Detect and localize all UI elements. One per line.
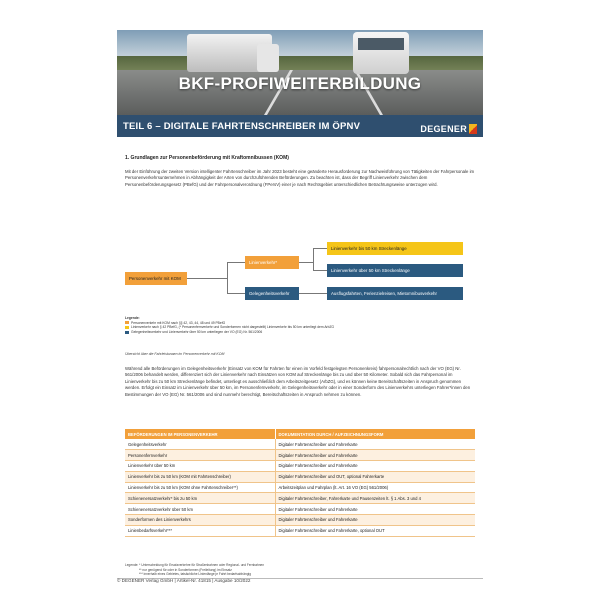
table-cell: Digitaler Fahrtenschreiber und Fahrerkarte	[275, 439, 475, 450]
diagram-legend	[125, 316, 475, 334]
table-cell: Digitaler Fahrtenschreiber und Fahrerkarte	[275, 461, 475, 472]
table-cell: Digitaler Fahrtenschreiber und Fahrerkarte	[275, 515, 475, 526]
table-row	[125, 450, 475, 461]
node-gelegenheit-detail: Ausflugsfahrten, Ferienzielreisen, Mietomnibusverkehr	[327, 287, 463, 300]
table-cell: Digitaler Fahrtenschreiber und Fahrerkarte	[275, 450, 475, 461]
table-cell: Digitaler Fahrtenschreiber und Fahrerkarte, optional OUT	[275, 525, 475, 536]
table-header: DOKUMENTATION DURCH / AUFZEICHNUNGSFORM	[275, 429, 475, 439]
logo-mark-icon	[469, 124, 477, 134]
table-row	[125, 504, 475, 515]
publisher-logo	[420, 120, 477, 132]
connector	[299, 293, 327, 294]
connector	[227, 262, 228, 294]
table-cell: Linienverkehr bis zu 50 km (KOM mit Fahrtenschreiber)	[125, 471, 275, 482]
photo-bus-window	[358, 38, 404, 50]
table-cell: Digitaler Fahrtenschreiber und Fahrerkarte	[275, 504, 475, 515]
document-subtitle: TEIL 6 – DIGITALE FAHRTENSCHREIBER IM ÖPNV	[123, 121, 361, 132]
table-cell: Personenfernverkehr	[125, 450, 275, 461]
table-row	[125, 493, 475, 504]
document-title: BKF-PROFIWEITERBILDUNG	[178, 74, 422, 93]
connector	[299, 262, 313, 263]
legend-text: Personenverkehr mit KOM nach §§ 42, 43, 44, 48 und 49 PBefG	[131, 320, 226, 325]
table-row	[125, 471, 475, 482]
transport-diagram	[125, 242, 475, 310]
diagram-caption: Übersicht über die Fahrleistunaen im Personenverkehr mit KOM	[125, 352, 225, 356]
legend-text: Linienverkehr nach § 42 PBefG, (* Personenfernverkehr und Sonderformen nicht dargestellt) Linienverkehr bis 50 km unterliegt dem ArbZG	[131, 325, 335, 330]
table-cell: Linienbedarfsverkehr***	[125, 525, 275, 536]
table-legend-line: *** innerhalb eines Gebietes, tatsächliche Linienlänge je Fahrt bedarfsabhängig	[139, 572, 251, 577]
subtitle-banner	[117, 115, 483, 137]
intro-section	[125, 155, 475, 188]
table-header: BEFÖRDERUNGEN IM PERSONENVERKEHR	[125, 429, 275, 439]
logo-text: DEGENER	[420, 123, 467, 134]
connector	[227, 262, 245, 263]
legend-title: Legende:	[125, 316, 140, 320]
table-cell: Schienenersatzverkehr* bis zu 50 km	[125, 493, 275, 504]
table-legend	[125, 563, 264, 577]
connector	[313, 248, 327, 249]
table-legend-line: Legende: * Unterscheidung für Ersatzverkehre für Straßenbahnen oder Regional- und Fernbahnen	[125, 563, 265, 567]
node-linie-ueber-50: Linienverkehr über 50 km Streckenlänge	[327, 264, 463, 277]
table-row	[125, 525, 475, 536]
table-row	[125, 482, 475, 493]
table-row	[125, 439, 475, 450]
legend-swatch	[125, 331, 129, 334]
section-heading: 1. Grundlagen zur Personenbeförderung mit Kraftomnibussen (KOM)	[125, 155, 289, 161]
table-cell: Digitaler Fahrtenschreiber, Fahrerkarte und Pausenzeiten lt. § 1 Abs. 3 und 4	[275, 493, 475, 504]
legend-text: Gelegenheitsverkehr und Linienverkehr über 50 km unterliegen der VO (EG) Nr. 561/2006	[131, 329, 263, 334]
document-page	[117, 30, 483, 577]
connector	[313, 270, 327, 271]
table-cell: Sonderformen des Linienverkehrs	[125, 515, 275, 526]
intro-paragraph: Mit der Einführung der zweiten Version intelligenter Fahrtenschreiber im Jahr 2023 besteht eine geänderte Herausforderung zur Nachweisführung von Tätigkeiten der Fahrpersonale im Personenverkehrsunternehmen in Abhängigkeit der Arten von durchzuführenden Beförderungen. Zu beachten ist, dass der Begriff Linienverkehr zwischen dem Personenbeförderungsgesetz (PBefG) und der Fahrpersonalverordnung (FPersV) einer je nach Rechtsgebiet unterschiedlichen Betrachtungsweise unterzogen wird.	[125, 169, 475, 187]
table-cell: Digitaler Fahrtenschreiber und OUT, optional Fahrerkarte	[275, 471, 475, 482]
table-cell: Arbeitszeitplan und Fahrplan (lt. Art. 16 VO (EG) 561/2006)	[275, 482, 475, 493]
table-cell: Linienverkehr über 50 km	[125, 461, 275, 472]
documentation-table	[125, 429, 475, 537]
table-row	[125, 461, 475, 472]
table-row	[125, 515, 475, 526]
table-cell: Linienverkehr bis zu 50 km (KOM ohne Fahrtenschreiber**)	[125, 482, 275, 493]
connector	[227, 293, 245, 294]
photo-truck-cab	[257, 44, 279, 72]
node-personenverkehr: Personenverkehr mit KOM	[125, 272, 187, 285]
node-gelegenheitsverkehr: Gelegenheitsverkehr	[245, 287, 299, 300]
header-photo	[117, 30, 483, 115]
legend-item	[125, 330, 475, 335]
table-legend-line: ** nur genügend für oder in Sonderformen (Freileitung) im Einsatz	[139, 567, 232, 572]
connector	[187, 278, 227, 279]
body-paragraph: Während alle Beförderungen im Gelegenheitsverkehr (Einsatz von KOM für Fahrten für einen im Vorfeld festgelegten Personenkreis) fahrpersonalrechtlich nach der VO (EG) Nr. 561/2006 behandelt werden, differenziert sich der Linienverkehr nach Einsätzen von KOM auf Streckenlänge bis zu und über 50 Kilometer. Sobald sich das Fahrpersonal im Linienverkehr bis zu 50 km Streckenlänge befindet, unterliegt es ausschließlich dem Arbeitszeitgesetz (ArbZG), und es können keine Bereitschaftszeiten in Anspruch genommen werden. Erfolgt ein Einsatz im Linienverkehr über 50 km, im Personenfernverkehr, im Gelegenheitsverkehr oder in einer Sonderform des Linienverkehrs unterliegen Fahrer*innen den Bestimmungen der VO (EG) Nr. 561/2006 und sind nunmehr berechtigt, Bereitschaftszeiten in Anspruch nehmen zu können.	[125, 366, 471, 397]
page-footer: © DEGENER Verlag GmbH | Artikel-Nr. 41815 | Ausgabe 10/2022	[117, 578, 251, 583]
node-linienverkehr: Linienverkehr*	[245, 256, 299, 269]
table-header-row	[125, 429, 475, 439]
connector	[313, 248, 314, 271]
node-linie-bis-50: Linienverkehr bis 50 km Streckenlänge	[327, 242, 463, 255]
table-cell: Gelegenheitsverkehr	[125, 439, 275, 450]
table-cell: Schienenersatzverkehr über 50 km	[125, 504, 275, 515]
legend-swatch	[125, 321, 129, 324]
legend-swatch	[125, 326, 129, 329]
